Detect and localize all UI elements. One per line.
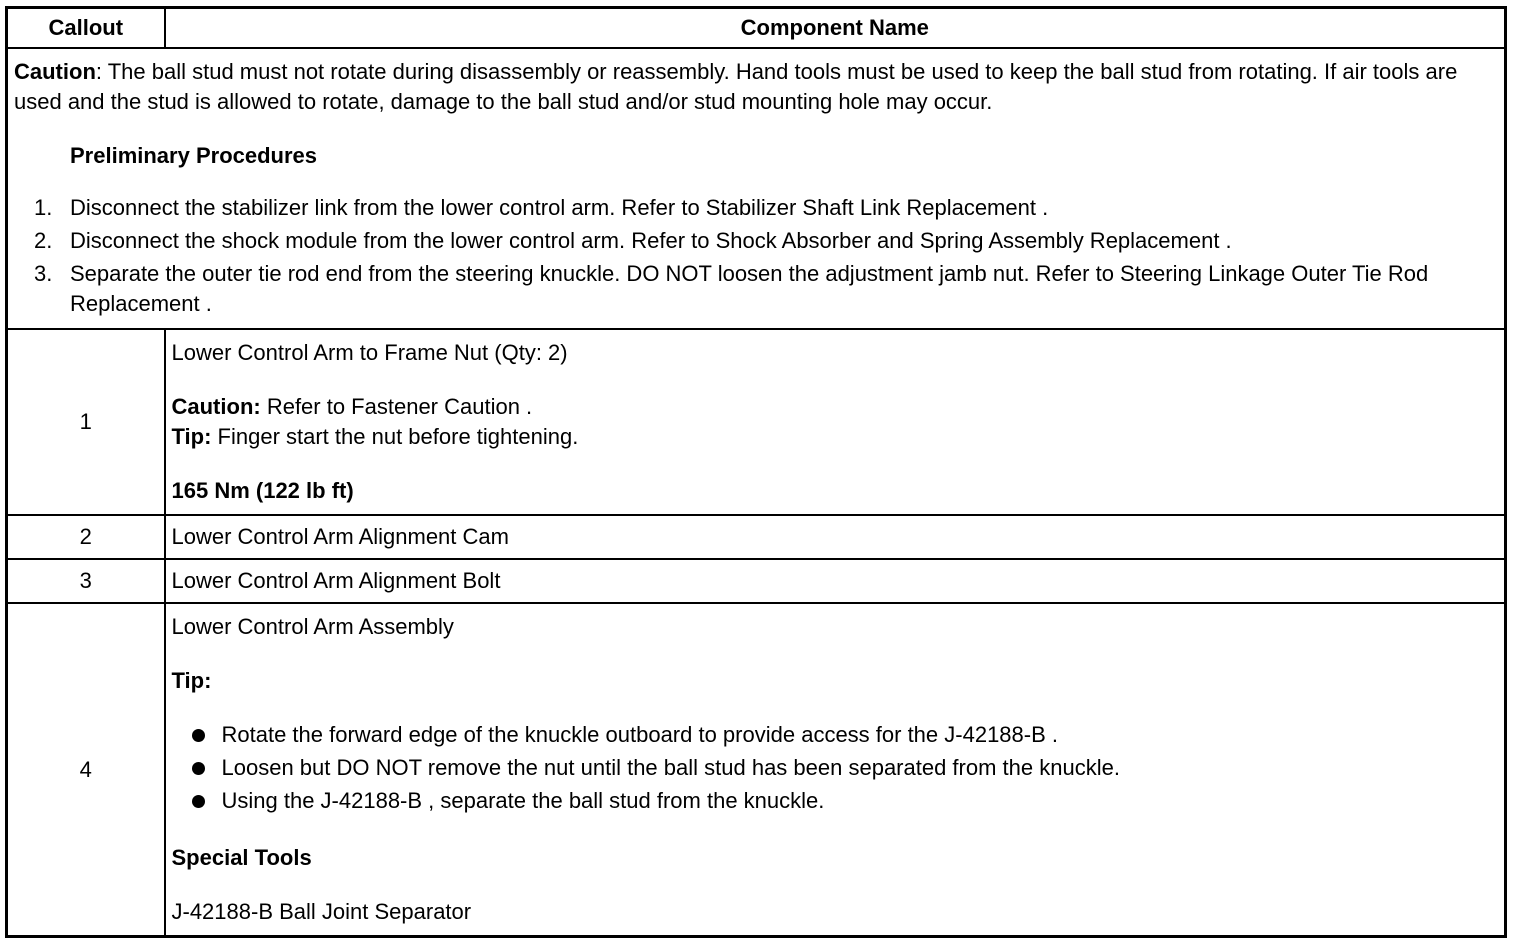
component-cell bbox=[165, 603, 1506, 937]
step-text: Disconnect the stabilizer link from the lower control arm. Refer to Stabilizer Shaft Link Replacement . bbox=[70, 195, 1049, 220]
bullet-icon bbox=[192, 795, 205, 808]
tip-text: Finger start the nut before tightening. bbox=[211, 424, 579, 449]
header-component-name: Component Name bbox=[165, 8, 1506, 49]
bullet-icon bbox=[192, 729, 205, 742]
bullet-text: Rotate the forward edge of the knuckle outboard to provide access for the J-42188-B . bbox=[221, 722, 1058, 747]
table-row bbox=[7, 329, 1506, 515]
component-name: Lower Control Arm Assembly bbox=[171, 614, 454, 639]
component-name: Lower Control Arm Alignment Bolt bbox=[165, 559, 1506, 603]
bullet-icon bbox=[192, 762, 205, 775]
caution-line bbox=[172, 392, 1499, 422]
tip-line bbox=[172, 422, 1499, 452]
component-name: Lower Control Arm Alignment Cam bbox=[165, 515, 1506, 559]
bullet-text: Using the J-42188-B , separate the ball stud from the knuckle. bbox=[221, 788, 825, 813]
component-cell bbox=[165, 329, 1506, 515]
list-item bbox=[172, 720, 1499, 750]
header-callout: Callout bbox=[7, 8, 165, 49]
callout-number: 1 bbox=[7, 329, 165, 515]
preliminary-steps-list bbox=[14, 193, 1498, 319]
preliminary-procedures-title: Preliminary Procedures bbox=[70, 143, 318, 168]
torque-spec: 165 Nm (122 lb ft) bbox=[171, 478, 354, 503]
step-number: 1. bbox=[34, 195, 53, 220]
step-text: Separate the outer tie rod end from the steering knuckle. DO NOT loosen the adjustment jamb nut. Refer to Steering Linkage Outer Tie Rod Replacement . bbox=[70, 261, 1429, 316]
table-row bbox=[7, 559, 1506, 603]
callout-number: 3 bbox=[7, 559, 165, 603]
table-row bbox=[7, 603, 1506, 937]
intro-caution bbox=[14, 57, 1498, 117]
tip-bullet-list bbox=[172, 720, 1499, 816]
list-item bbox=[172, 753, 1499, 783]
callout-number: 2 bbox=[7, 515, 165, 559]
table-header-row bbox=[7, 8, 1506, 49]
list-item bbox=[172, 786, 1499, 816]
list-item bbox=[14, 226, 1498, 256]
list-item bbox=[14, 193, 1498, 223]
bullet-text: Loosen but DO NOT remove the nut until the ball stud has been separated from the knuckle. bbox=[221, 755, 1120, 780]
special-tool-item: J-42188-B Ball Joint Separator bbox=[171, 899, 472, 924]
caution-text: Refer to Fastener Caution . bbox=[260, 394, 533, 419]
list-item bbox=[14, 259, 1498, 319]
intro-row bbox=[7, 48, 1506, 329]
table-row bbox=[7, 515, 1506, 559]
component-name: Lower Control Arm to Frame Nut (Qty: 2) bbox=[171, 340, 568, 365]
step-text: Disconnect the shock module from the lower control arm. Refer to Shock Absorber and Spring Assembly Replacement . bbox=[70, 228, 1232, 253]
tip-label: Tip: bbox=[171, 668, 212, 693]
step-number: 3. bbox=[34, 261, 53, 286]
caution-text: : The ball stud must not rotate during disassembly or reassembly. Hand tools must be used to keep the ball stud from rotating. If air tools are used and the stud is allowed to rotate, damage to the ball stud and/or stud mounting hole may occur. bbox=[14, 59, 1458, 114]
callout-number: 4 bbox=[7, 603, 165, 937]
component-table bbox=[5, 6, 1507, 938]
caution-label: Caution bbox=[14, 59, 96, 84]
caution-label: Caution: bbox=[171, 394, 261, 419]
special-tools-label: Special Tools bbox=[171, 845, 312, 870]
tip-label: Tip: bbox=[171, 424, 212, 449]
step-number: 2. bbox=[34, 228, 53, 253]
intro-cell bbox=[7, 48, 1506, 329]
